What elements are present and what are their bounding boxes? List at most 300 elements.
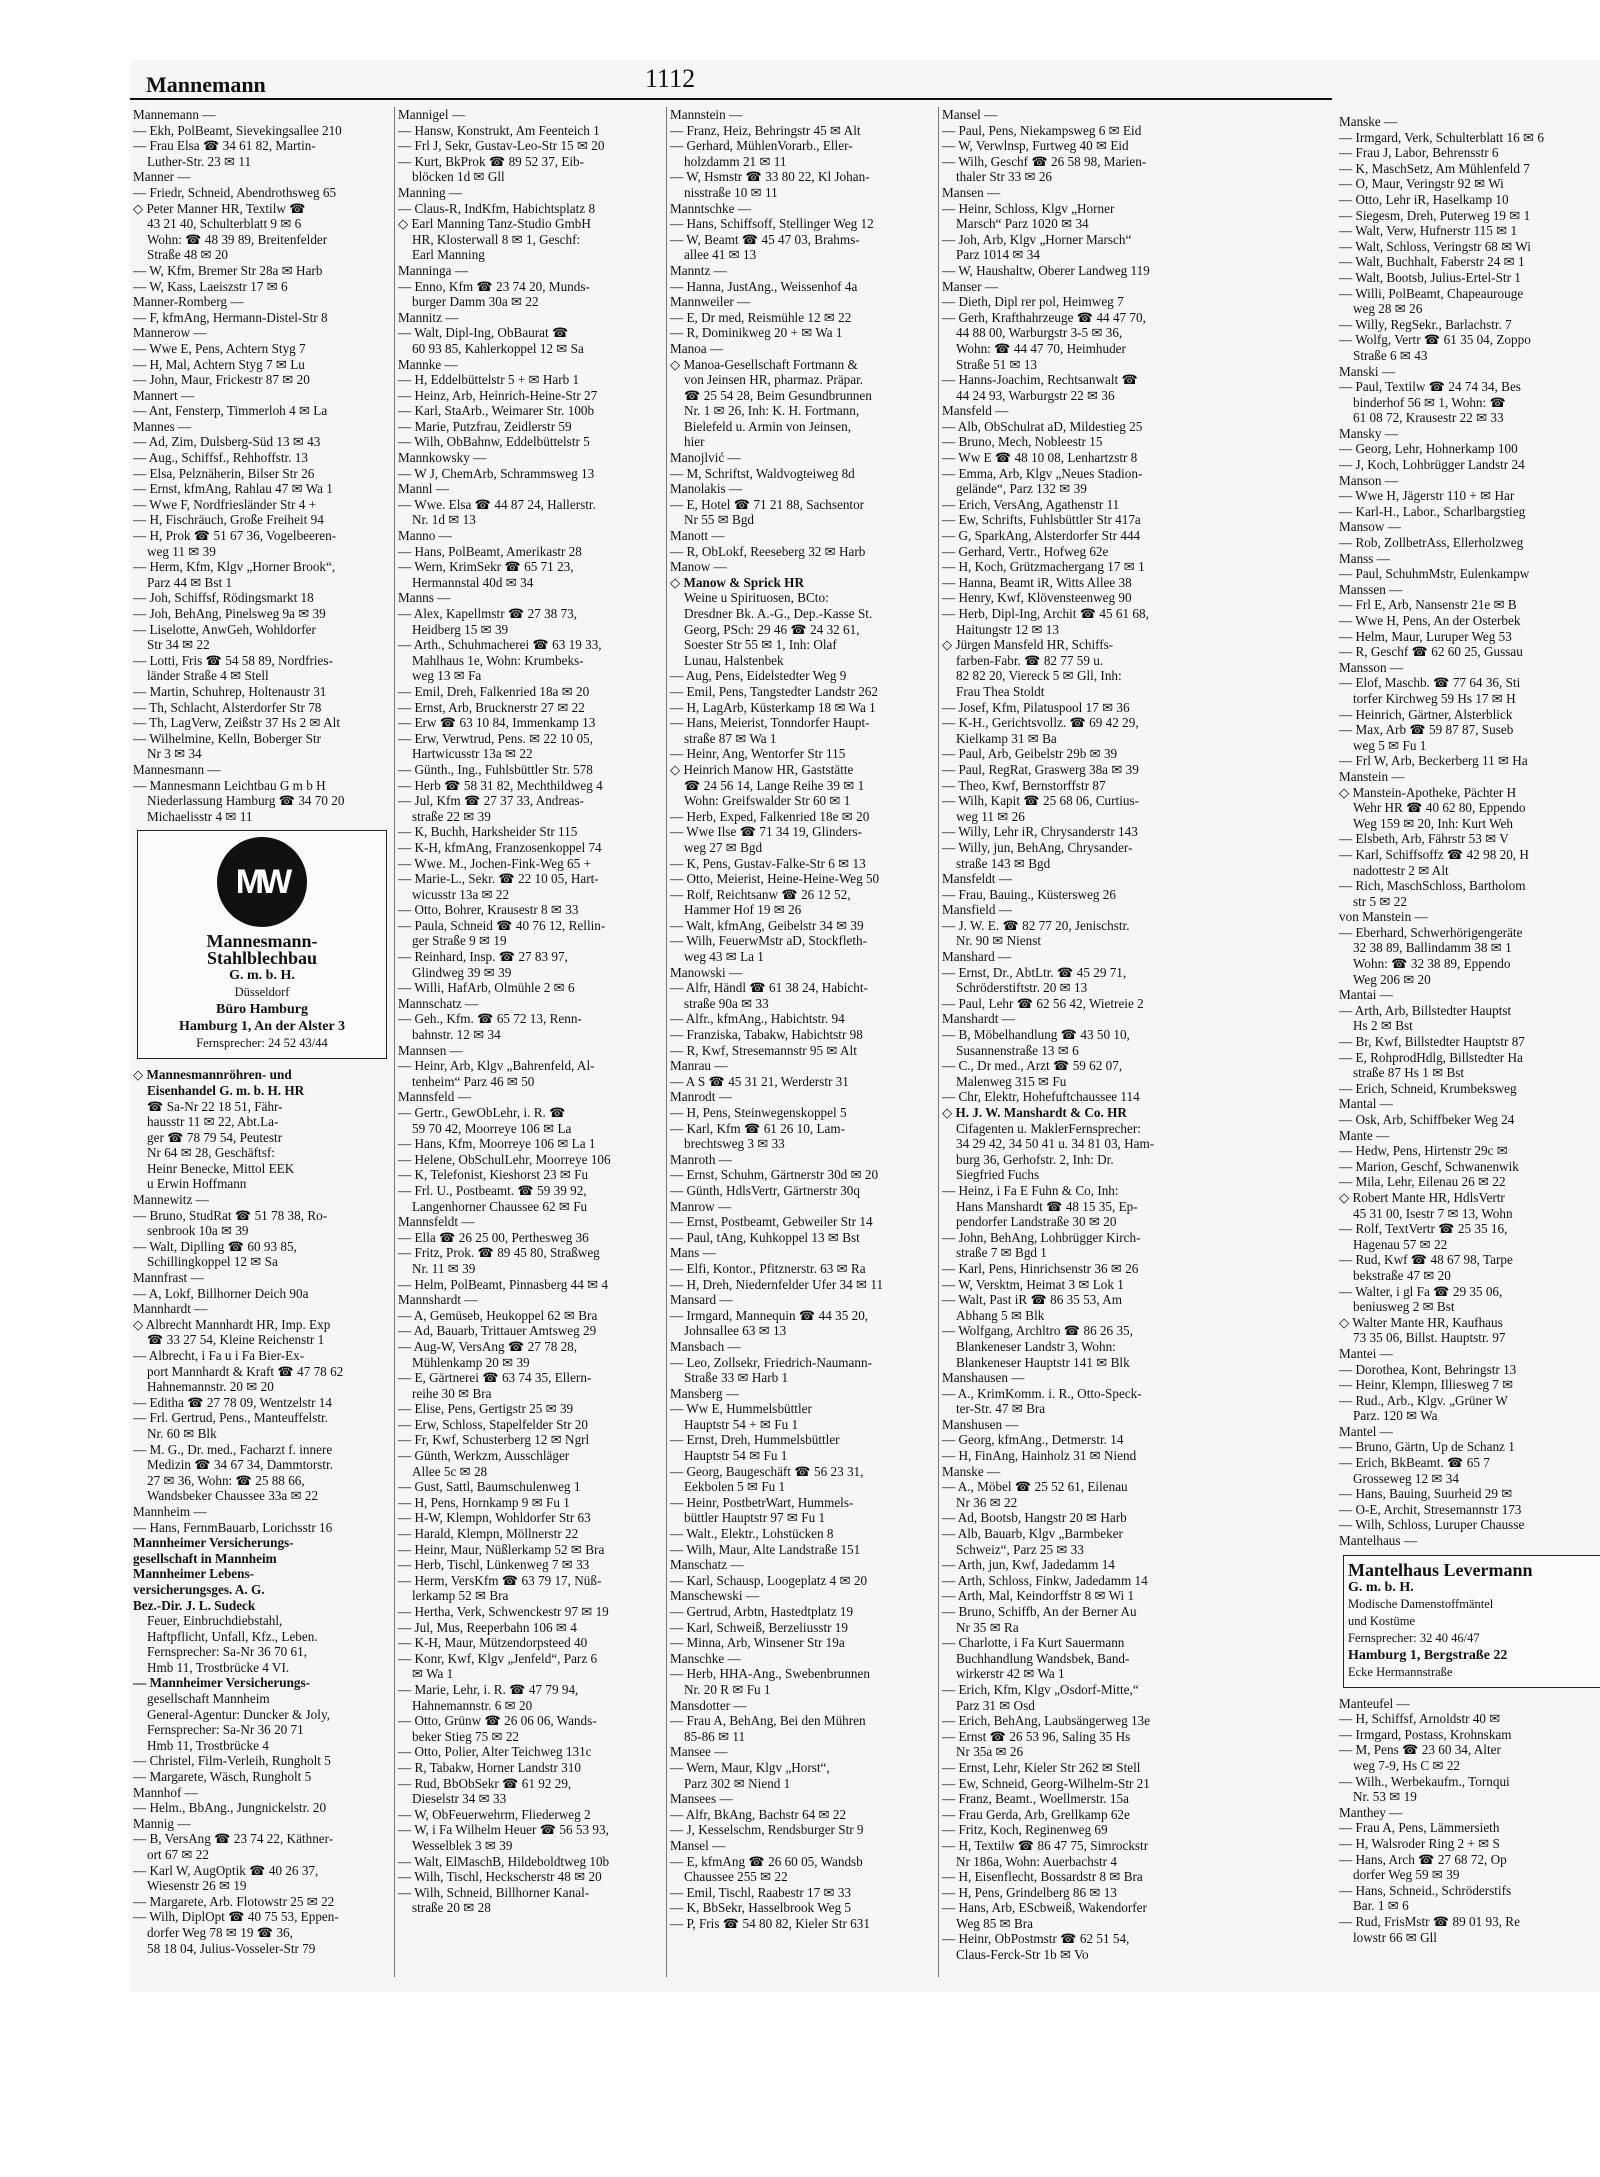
directory-entry: dorfer Weg 59 ✉ 39 [1353,1867,1460,1883]
directory-entry: — Erich, BkBeamt. ☎ 65 7 [1339,1455,1490,1471]
directory-entry: — W, Verwlnsp, Furtweg 40 ✉ Eid [942,138,1129,154]
directory-entry: — Rud., Arb., Klgv. „Grüner W [1339,1392,1508,1408]
directory-entry: — Walt, Buchhalt, Faberstr 24 ✉ 1 [1339,254,1525,270]
directory-entry: — Claus-R, IndKfm, Habichtsplatz 8 [398,200,596,216]
directory-entry: — Reinhard, Insp. ☎ 27 83 97, [398,949,568,965]
directory-entry: Mannewitz — [133,1192,209,1208]
directory-entry: — B, VersAng ☎ 23 74 22, Käthner- [133,1831,334,1847]
directory-entry: Dresdner Bk. A.-G., Dep.-Kasse St. [684,606,873,621]
directory-entry: — Willy, Lehr iR, Chrysanderstr 143 [942,824,1138,840]
directory-entry: — Wwe F, Nordfriesländer Str 4 + [133,496,317,512]
directory-entry: — Friedr, Schneid, Abendrothsweg 65 [133,184,337,200]
directory-entry: Mansel — [670,1837,726,1853]
directory-entry: — Marion, Geschf, Schwanenwik [1339,1158,1519,1174]
directory-entry: Mühlenkamp 20 ✉ 39 [412,1354,530,1370]
directory-entry: — Margarete, Arb. Flotowstr 25 ✉ 22 [133,1893,335,1909]
directory-entry: straße 143 ✉ Bgd [956,855,1051,871]
directory-entry: — A., Möbel ☎ 25 52 61, Eilenau [942,1479,1128,1495]
directory-entry: Manno — [398,528,452,544]
directory-entry: — Erw, Verwtrud, Pens. ✉ 22 10 05, [398,730,593,746]
directory-entry: Eisenhandel G. m. b. H. HR [147,1082,305,1098]
directory-entry: Wiesenstr 26 ✉ 19 [147,1878,247,1894]
directory-entry: — Rud, FrisMstr ☎ 89 01 93, Re [1339,1913,1520,1929]
directory-entry: — Gertrud, Arbtn, Hastedtplatz 19 [670,1604,854,1619]
directory-entry: — Paul, Textilw ☎ 24 74 34, Bes [1339,379,1521,395]
directory-entry: — H, Eddelbüttelstr 5 + ✉ Harb 1 [398,372,580,388]
column-5 [1336,114,1600,1984]
directory-entry: lerkamp 52 ✉ Bra [412,1588,509,1604]
directory-entry: — Hanna, Beamt iR, Witts Allee 38 [942,574,1132,590]
directory-entry: weg 11 ✉ 26 [956,808,1025,824]
advert-line: Ecke Hermannstraße [1348,1664,1453,1679]
directory-entry: Mannl — [398,481,449,497]
directory-entry: Hammer Hof 19 ✉ 26 [684,902,802,918]
directory-entry: Nr. 11 ✉ 39 [412,1260,476,1276]
directory-entry: — Wwe. M., Jochen-Fink-Weg 65 + [398,855,591,871]
directory-entry: Mansbach — [670,1338,741,1354]
directory-entry: Allee 5c ✉ 28 [412,1463,488,1479]
directory-entry: — Alfr, Händl ☎ 61 38 24, Habicht- [670,980,868,996]
directory-entry: — A., KrimKomm. i. R., Otto-Speck- [942,1385,1142,1401]
directory-entry: Bar. 1 ✉ 6 [1353,1898,1409,1914]
directory-entry: Mantai — [1339,987,1393,1003]
directory-entry: — K-H, Maur, Mützendorpsteed 40 [398,1635,588,1651]
directory-entry: — M. G., Dr. med., Facharzt f. innere [133,1441,333,1457]
directory-entry: Nr 36 ✉ 22 [956,1494,1018,1510]
directory-entry: Earl Manning [412,247,485,263]
directory-entry: — Paul, tAng, Kuhkoppel 13 ✉ Bst [670,1229,860,1245]
directory-entry: Mansky — [1339,425,1398,441]
directory-entry: — Wwe E, Pens, Achtern Styg 7 [133,340,306,356]
directory-entry: straße 7 ✉ Bgd 1 [956,1245,1047,1261]
directory-entry: Mannert — [133,387,195,403]
directory-entry: Cifagenten u. MaklerFernsprecher: [956,1120,1141,1136]
directory-entry: — Heinrich, Gärtner, Alsterblick [1339,706,1513,722]
directory-entry: — Herb, Dipl-Ing, Archit ☎ 45 61 68, [942,606,1149,621]
directory-entry: — Alb, ObSchulrat aD, Mildestieg 25 [942,418,1143,434]
directory-entry: — Karl, Pens, Hinrichsenstr 36 ✉ 26 [942,1260,1139,1276]
directory-entry: — Karl W, AugOptik ☎ 40 26 37, [133,1862,319,1878]
directory-entry: — Chr, Elektr, Hohefuftchaussee 114 [942,1089,1140,1105]
directory-entry: — Fr, Kwf, Schusterberg 12 ✉ Ngrl [398,1432,590,1448]
directory-entry: — Willy, jun, BehAng, Chrysander- [942,839,1133,855]
directory-entry: allee 41 ✉ 13 [684,247,757,263]
directory-entry: — Ella ☎ 26 25 00, Perthesweg 36 [398,1229,589,1245]
directory-entry: Parz 1014 ✉ 34 [956,247,1040,263]
directory-entry: Mansdotter — [670,1697,747,1713]
directory-entry: — Hans, Bauing, Suurheid 29 ✉ [1339,1486,1513,1502]
directory-entry: — Frau J, Labor, Behrensstr 6 [1339,145,1499,161]
directory-entry: Nr 3 ✉ 34 [147,746,202,762]
directory-entry: straße 87 Hs 1 ✉ Bst [1353,1065,1465,1081]
directory-entry: — Gerhard, MühlenVorarb., Eller- [670,138,853,154]
directory-entry: — Hans, Schiffsoff, Stellinger Weg 12 [670,216,874,232]
directory-entry: weg 13 ✉ Fa [412,668,482,684]
column-5-entries-bottom [1339,1696,1600,1946]
directory-entry: Buchhandlung Wandsbek, Band- [956,1650,1130,1666]
column-3-entries [670,107,935,1931]
directory-entry: — Günth, Werkzm, Ausschläger [398,1448,570,1464]
directory-entry: — J, Koch, Lohbrügger Landstr 24 [1339,457,1525,473]
directory-entry: — Karl, Kfm ☎ 61 26 10, Lam- [670,1120,846,1136]
directory-entry: — Erich, BehAng, Laubsängerweg 13e [942,1713,1151,1729]
directory-entry: — Paul, Pens, Niekampsweg 6 ✉ Eid [942,122,1142,138]
directory-entry: Mannstein — [670,107,743,122]
directory-entry: ◇ Heinrich Manow HR, Gaststätte [670,761,854,777]
directory-entry: Manschke — [670,1650,741,1666]
directory-entry: — Herb, HHA-Ang., Swebenbrunnen [670,1666,870,1682]
advert-line: und Kostüme [1348,1613,1416,1628]
directory-entry: — Herb, Tischl, Lünkenweg 7 ✉ 33 [398,1557,590,1573]
directory-entry: — Rud, BbObSekr ☎ 61 92 29, [398,1775,572,1791]
directory-entry: Manow — [670,559,727,575]
directory-entry: Claus-Ferck-Str 1b ✉ Vo [956,1947,1089,1963]
directory-entry: — R, Tabakw, Horner Landstr 310 [398,1759,581,1775]
directory-entry: Johnsallee 63 ✉ 13 [684,1323,787,1339]
directory-entry: Mannhof — [133,1784,198,1800]
directory-entry: Mannig — [133,1815,191,1831]
directory-entry: — H, Schiffsf, Arnoldstr 40 ✉ [1339,1711,1501,1727]
directory-entry: Nr. 53 ✉ 19 [1353,1789,1417,1805]
directory-entry: tenheim“ Parz 46 ✉ 50 [412,1073,535,1089]
directory-entry: — Frl W, Arb, Beckerberg 11 ✉ Ha [1339,753,1528,769]
directory-entry: ◇ Albrecht Mannhardt HR, Imp. Exp [133,1316,331,1332]
advert-line: G. m. b. H. [1348,1579,1414,1595]
directory-entry: — H-W, Klempn, Wohldorfer Str 63 [398,1510,591,1526]
directory-entry: nisstraße 10 ✉ 11 [684,184,778,200]
directory-entry: ☎ 33 27 54, Kleine Reichenstr 1 [147,1332,325,1348]
directory-entry: weg 11 ✉ 39 [147,543,216,559]
directory-entry: gesellschaft in Mannheim [133,1550,277,1566]
directory-entry: — Josef, Kfm, Pilatuspool 17 ✉ 36 [942,699,1130,715]
directory-entry: — Rich, MaschSchloss, Bartholom [1339,878,1526,894]
directory-entry: 34 29 42, 34 50 41 u. 34 81 03, Ham- [956,1136,1155,1152]
directory-entry: — H, Prok ☎ 51 67 36, Vogelbeeren- [133,528,337,544]
directory-entry: Blankeneser Landstr 3, Wohn: [956,1338,1116,1354]
directory-entry: — Hans, Arch ☎ 27 68 72, Op [1339,1851,1507,1867]
directory-entry: ◇ Mannesmannröhren- und [133,1067,292,1083]
directory-entry: — H, Mal, Achtern Styg 7 ✉ Lu [133,356,305,372]
advert-line: Mantelhaus Levermann [1348,1559,1533,1580]
directory-entry: — Emil, Tischl, Raabestr 17 ✉ 33 [670,1884,852,1900]
directory-entry: Mantal — [1339,1096,1393,1112]
directory-entry: ◇ Jürgen Mansfeld HR, Schiffs- [942,637,1114,653]
directory-entry: — Jul, Kfm ☎ 27 37 33, Andreas- [398,793,585,809]
directory-entry: Nr 55 ✉ Bgd [684,512,755,528]
directory-entry: Mansee — [670,1744,728,1760]
directory-entry: — Helene, ObSchulLehr, Moorreye 106 [398,1151,611,1167]
directory-entry: Nr. 90 ✉ Nienst [956,933,1042,949]
directory-entry: — Herm, Kfm, Klgv „Horner Brook“, [133,559,336,575]
directory-entry: Manshusen — [942,1416,1019,1432]
directory-entry: — W, Haushaltw, Oberer Landweg 119 [942,262,1150,278]
column-2-entries [398,107,663,1916]
directory-entry: — Wwe Ilse ☎ 71 34 19, Glinders- [670,824,862,840]
directory-entry: — K, BbSekr, Hasselbrook Weg 5 [670,1900,851,1916]
directory-entry: — Th, Schlacht, Alsterdorfer Str 78 [133,699,322,715]
directory-entry: Manski — [1339,363,1396,379]
directory-entry: Manner — [133,169,191,185]
directory-entry: thaler Str 33 ✉ 26 [956,169,1053,185]
directory-entry: — Herm, VersKfm ☎ 63 79 17, Nüß- [398,1572,602,1588]
directory-entry: 44 24 93, Warburgstr 22 ✉ 36 [956,387,1115,403]
directory-page [130,60,1430,1992]
directory-entry: — Gertr., GewObLehr, i. R. ☎ [398,1105,566,1120]
directory-entry: — Margarete, Wäsch, Rungholt 5 [133,1769,312,1785]
directory-entry: Manske — [942,1463,1001,1479]
directory-entry: — Editha ☎ 27 78 09, Wentzelstr 14 [133,1394,332,1410]
directory-entry: — Max, Arb ☎ 59 87 87, Suseb [1339,722,1514,738]
directory-entry: — Otto, Bohrer, Krausestr 8 ✉ 33 [398,902,579,918]
directory-entry: weg 28 ✉ 26 [1353,301,1423,317]
directory-entry: 85-86 ✉ 11 [684,1728,746,1744]
directory-entry: Weg 159 ✉ 20, Inh: Kurt Weh [1353,815,1513,831]
directory-entry: — Georg, Baugeschäft ☎ 56 23 31, [670,1463,864,1479]
directory-entry: Hs 2 ✉ Bst [1353,1018,1413,1034]
directory-entry: ◇ Earl Manning Tanz-Studio GmbH [398,216,591,232]
directory-entry: — Ant, Fensterp, Timmerloh 4 ✉ La [133,403,328,419]
directory-entry: — Lotti, Fris ☎ 54 58 89, Nordfries- [133,652,333,668]
directory-entry: — Hanns-Joachim, Rechtsanwalt ☎ [942,372,1138,388]
directory-entry: — Ernst, kfmAng, Rahlau 47 ✉ Wa 1 [133,481,333,497]
directory-entry: Susannenstraße 13 ✉ 6 [956,1042,1079,1058]
directory-entry: — H, Textilw ☎ 86 47 75, Simrockstr [942,1837,1149,1853]
directory-entry: ✉ Wa 1 [412,1666,454,1682]
directory-entry: — Otto, Meierist, Heine-Heine-Weg 50 [670,871,880,887]
directory-entry: Wehr HR ☎ 40 62 80, Eppendo [1353,800,1526,816]
directory-entry: — Aug, Pens, Eidelstedter Weg 9 [670,668,847,684]
directory-entry: — Heinr, Arb, Klgv „Bahrenfeld, Al- [398,1058,595,1074]
directory-entry: — Rolf, Reichtsanw ☎ 26 12 52, [670,886,851,902]
directory-entry: 43 21 40, Schulterblatt 9 ✉ 6 [147,216,302,232]
directory-entry: str 5 ✉ 22 [1353,893,1407,909]
directory-entry: Nr. 60 ✉ Blk [147,1425,217,1441]
directory-entry: — H, Koch, Grützmachergang 17 ✉ 1 [942,559,1145,575]
directory-entry: — Harald, Klempn, Möllnerstr 22 [398,1526,579,1542]
directory-entry: dorfer Weg 78 ✉ 19 ☎ 36, [147,1924,293,1940]
directory-entry: — G, SparkAng, Alsterdorfer Str 444 [942,528,1141,544]
directory-entry: — Otto, Grünw ☎ 26 06 06, Wands- [398,1713,597,1729]
directory-entry: — W, Versktm, Heimat 3 ✉ Lok 1 [942,1276,1124,1292]
directory-entry: Nr. 20 R ✉ Fu 1 [684,1681,771,1697]
directory-entry: Nr 186a, Wohn: Auerbachstr 4 [956,1853,1117,1869]
directory-entry: Mannitz — [398,309,459,325]
directory-entry: — Franziska, Tabakw, Habichtstr 98 [670,1027,863,1043]
directory-entry: Manschewski — [670,1588,760,1604]
directory-entry: Soester Str 55 ✉ 1, Inh: Olaf [684,637,837,653]
directory-entry: blöcken 1d ✉ Gll [412,169,505,185]
directory-entry: — Dorothea, Kont, Behringstr 13 [1339,1361,1517,1377]
directory-entry: — Herb ☎ 58 31 82, Mechthildweg 4 [398,777,603,793]
directory-entry: — Frau A, BehAng, Bei den Mühren [670,1713,866,1729]
directory-entry: Weg 85 ✉ Bra [956,1915,1034,1931]
directory-entry: Straße 33 ✉ Harb 1 [684,1370,789,1386]
directory-entry: — Frau A, Pens, Lämmersieth [1339,1820,1500,1836]
advert-text [142,933,382,1052]
directory-entry: — W, Hsmstr ☎ 33 80 22, Kl Johan- [670,169,870,185]
directory-entry: u Erwin Hoffmann [147,1176,247,1192]
directory-entry: Manninga — [398,262,468,278]
directory-entry: Mannemann — [133,107,216,122]
directory-entry: Manshausen — [942,1370,1025,1386]
directory-entry: nadottestr 2 ✉ Alt [1353,862,1449,878]
column-5-entries [1339,114,1600,1549]
directory-entry: — Wilh, Maur, Alte Landstraße 151 [670,1541,861,1557]
header-rule [130,98,1430,100]
directory-entry: — E, Dr med, Reismühle 12 ✉ 22 [670,309,852,325]
directory-entry: — Ernst, Schuhm, Gärtnerstr 30d ✉ 20 [670,1167,879,1183]
directory-entry: — Charlotte, i Fa Kurt Sauermann [942,1635,1125,1651]
directory-entry: — Paul, RegRat, Graswerg 38a ✉ 39 [942,761,1139,777]
directory-entry: — B, Möbelhandlung ☎ 43 50 10, [942,1027,1130,1043]
directory-entry: — Alex, Kapellmstr ☎ 27 38 73, [398,606,578,621]
directory-entry: — Helm, PolBeamt, Pinnasberg 44 ✉ 4 [398,1276,609,1292]
directory-entry: — Arth, Arb, Billstedter Hauptst [1339,1002,1512,1018]
directory-entry: — Elise, Pens, Gertigstr 25 ✉ 39 [398,1401,574,1417]
directory-entry: Parz 31 ✉ Osd [956,1697,1035,1713]
directory-entry: — H, LagArb, Küsterkamp 18 ✉ Wa 1 [670,699,876,715]
directory-entry: Manowski — [670,964,743,980]
directory-entry: burger Damm 30a ✉ 22 [412,294,539,310]
directory-entry: — Mannesmann Leichtbau G m b H [133,777,326,793]
directory-entry: binderhof 56 ✉ 1, Wohn: ☎ [1353,394,1506,410]
directory-entry: Manssen — [1339,581,1403,597]
directory-entry: — Walt, Dipl-Ing, ObBaurat ☎ [398,325,569,341]
directory-entry: — Walt, Schloss, Veringstr 68 ✉ Wi [1339,238,1531,254]
directory-entry: weg 43 ✉ La 1 [684,949,764,965]
directory-entry: — Frau Elsa ☎ 34 61 82, Martin- [133,138,316,154]
directory-entry: ◇ Walter Mante HR, Kaufhaus [1339,1314,1503,1330]
directory-entry: — Theo, Kwf, Bernstorffstr 87 [942,777,1106,793]
directory-entry: Mansberg — [670,1385,739,1401]
directory-entry: 58 18 04, Julius-Vosseler-Str 79 [147,1940,316,1956]
directory-entry: — Joh, Schiffsf, Rödingsmarkt 18 [133,590,314,606]
directory-entry: Manteufel — [1339,1695,1410,1711]
directory-entry: Parz. 120 ✉ Wa [1353,1408,1438,1424]
directory-entry: — Otto, Polier, Alter Teichweg 131c [398,1744,592,1760]
directory-entry: — Albrecht, i Fa u i Fa Bier-Ex- [133,1348,305,1363]
directory-entry: ◇ Manow & Sprick HR [670,574,804,590]
directory-entry: Mannweiler — [670,294,751,310]
directory-entry: — Irmgard, Mannequin ☎ 44 35 20, [670,1307,869,1323]
directory-entry: — Wilh, Tischl, Heckscherstr 48 ✉ 20 [398,1869,602,1885]
directory-entry: — Marie, Putzfrau, Zeidlerstr 59 [398,418,572,434]
directory-entry: Mannesmann — [133,761,221,777]
directory-entry: straße 20 ✉ 28 [412,1900,491,1916]
directory-entry: beker Stieg 75 ✉ 22 [412,1728,520,1744]
directory-entry: Manrau — [670,1058,728,1074]
directory-entry: Mansson — [1339,659,1404,675]
directory-entry: — Karl, Schiffsoffz ☎ 42 98 20, H [1339,846,1529,862]
directory-entry: — O, Maur, Veringstr 92 ✉ Wi [1339,176,1504,192]
directory-entry: — K-H., Gerichtsvollz. ☎ 69 42 29, [942,715,1139,731]
directory-entry: ter-Str. 47 ✉ Bra [956,1401,1046,1417]
directory-entry: Mansow — [1339,519,1401,535]
directory-entry: — Aug., Schiffsf., Rehhoffstr. 13 [133,450,308,466]
advert-line: Modische Damenstoffmäntel [1348,1596,1494,1611]
directory-entry: — Ew, Schneid, Georg-Wilhelm-Str 21 [942,1775,1150,1791]
advert-mannesmann-stahlblechbau [137,830,387,1059]
directory-entry: Mantelhaus — [1339,1533,1418,1549]
directory-entry: Siegfried Fuchs [956,1167,1040,1183]
directory-entry: — Henry, Kwf, Klövensteenweg 90 [942,590,1132,606]
directory-entry: Mannerow — [133,325,207,341]
directory-entry: Georg, PSch: 29 46 ☎ 24 32 61, [684,621,860,637]
advert-line: Fernsprecher: 24 52 43/44 [196,1036,328,1051]
directory-entry: — Wilh, Schloss, Luruper Chausse [1339,1517,1525,1533]
directory-entry: — W J, ChemArb, Schrammsweg 13 [398,465,595,481]
directory-entry: — Wilh, Kapit ☎ 25 68 06, Curtius- [942,793,1139,809]
directory-entry: Hauptstr 54 ✉ Fu 1 [684,1448,788,1464]
directory-entry: — Georg, Lehr, Hohnerkamp 100 [1339,441,1518,457]
directory-entry: Str 34 ✉ 22 [147,637,210,653]
directory-entry: gesellschaft Mannheim [147,1691,270,1707]
directory-entry: — Heinr, Schloss, Klgv „Horner [942,200,1115,216]
directory-entry: weg 7-9, Hs C ✉ 22 [1353,1758,1461,1773]
directory-entry: — Irmgard, Verk, Schulterblatt 16 ✉ 6 [1339,129,1544,145]
directory-entry: Mannkowsky — [398,450,487,466]
advert-line: Hamburg 1, Bergstraße 22 [1348,1647,1508,1663]
directory-entry: ger Straße 9 ✉ 19 [412,933,507,949]
advert-line: Hamburg 1, An der Alster 3 [179,1019,345,1035]
directory-entry: — John, BehAng, Lohbrügger Kirch- [942,1229,1141,1245]
directory-entry: 60 93 85, Kahlerkoppel 12 ✉ Sa [412,340,584,356]
directory-entry: — Arth, Schloss, Finkw, Jadedamm 14 [942,1572,1148,1588]
directory-entry: Michaelisstr 4 ✉ 11 [147,808,253,824]
directory-entry: Wohn: Greifswalder Str 60 ✉ 1 [684,793,851,809]
directory-entry: Straße 51 ✉ 13 [956,356,1038,372]
directory-entry: Manrow — [670,1198,732,1214]
directory-entry: — Franz, Beamt., Woellmerstr. 15a [942,1791,1129,1807]
directory-entry: — Emil, Pens, Tangstedter Landstr 262 [670,683,878,699]
directory-entry: — H, Eisenflecht, Bossardstr 8 ✉ Bra [942,1869,1143,1885]
directory-entry: — Ww E ☎ 48 10 08, Lenhartzstr 8 [942,450,1138,466]
directory-entry: — Walt., Elektr., Lohstücken 8 [670,1526,834,1542]
directory-entry: Manner-Romberg — [133,294,244,310]
directory-entry: — M, Schriftst, Waldvogteiweg 8d [670,465,855,481]
directory-entry: Hermannstal 40d ✉ 34 [412,574,534,590]
directory-entry: Manstein — [1339,768,1405,784]
directory-entry: Wohn: ☎ 32 38 89, Eppendo [1353,956,1511,972]
directory-entry: Straße 6 ✉ 43 [1353,347,1428,363]
directory-entry: — Ad, Zim, Dulsberg-Süd 13 ✉ 43 [133,434,321,450]
directory-entry: 73 35 06, Billst. Hauptstr. 97 [1353,1330,1506,1346]
directory-entry: Wohn: ☎ 44 47 70, Heimhuder [956,340,1126,356]
directory-entry: — Günth, HdlsVertr, Gärtnerstr 30q [670,1182,860,1198]
directory-entry: — Wilhelmine, Kelln, Boberger Str [133,730,321,746]
directory-entry: — Otto, Lehr iR, Haselkamp 10 [1339,191,1509,207]
directory-entry: gelände“, Parz 132 ✉ 39 [956,481,1087,497]
directory-entry: bahnstr. 12 ✉ 34 [412,1027,501,1043]
directory-entry: — Frl J, Sekr, Gustav-Leo-Str 15 ✉ 20 [398,138,605,154]
directory-entry: — Ernst, Postbeamt, Gebweiler Str 14 [670,1214,873,1230]
directory-entry: Weg 206 ✉ 20 [1353,971,1431,987]
directory-entry: — Gerhard, Vertr., Hofweg 62e [942,543,1109,559]
directory-entry: — Günth., Ing., Fuhlsbüttler Str. 578 [398,761,593,777]
directory-entry: — Hans, PolBeamt, Amerikastr 28 [398,543,582,559]
directory-entry: Mansfield — [942,902,1012,918]
directory-entry: — Fritz, Prok. ☎ 89 45 80, Straßweg [398,1245,600,1261]
directory-entry: Manojlvić — [670,450,741,466]
directory-entry: — W, Beamt ☎ 45 47 03, Brahms- [670,231,860,247]
directory-entry: ◇ Robert Mante HR, HdlsVertr [1339,1189,1505,1205]
directory-entry: ort 67 ✉ 22 [147,1847,209,1862]
directory-entry: — Joh, Arb, Klgv „Horner Marsch“ [942,231,1132,247]
directory-entry: — Ew, Schrifts, Fuhlsbüttler Str 417a [942,512,1141,528]
directory-entry: — Walter, i gl Fa ☎ 29 35 06, [1339,1283,1503,1299]
directory-entry: — Franz, Heiz, Behringstr 45 ✉ Alt [670,122,861,138]
directory-entry: — Enno, Kfm ☎ 23 74 20, Munds- [398,278,590,294]
